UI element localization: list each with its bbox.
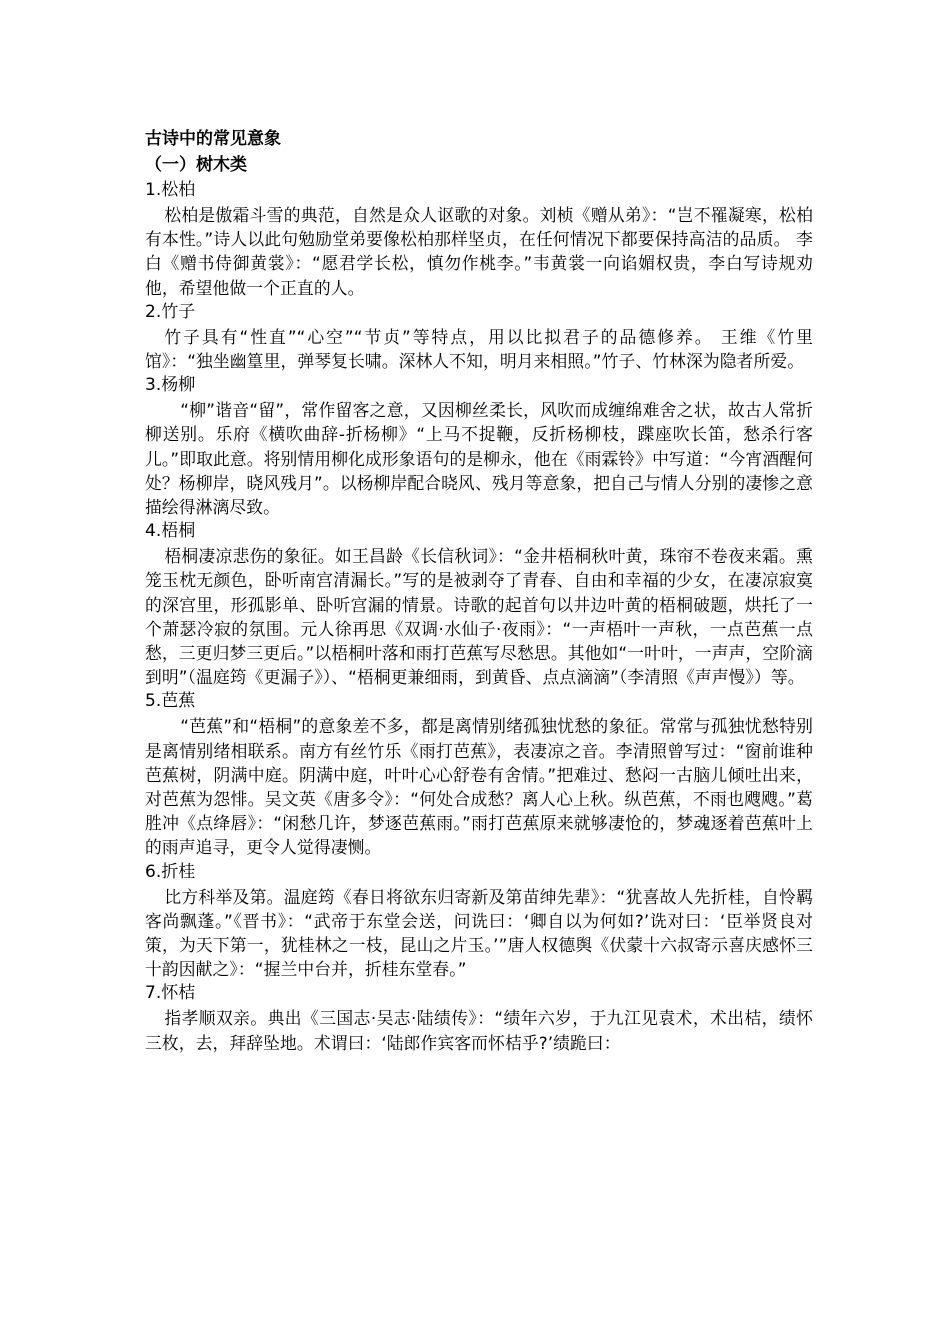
document-page [145, 126, 813, 1055]
section-heading: 2.竹子 [145, 301, 196, 322]
section-pine-cypress [145, 178, 813, 300]
document-title: 古诗中的常见意象 [145, 129, 281, 149]
section-orange [145, 981, 813, 1054]
section-paragraph: 比方科举及第。温庭筠《春日将欲东归寄新及第苗绅先辈》：“犹喜故人先折桂，自怜羁客尚飘蓬。”《晋书》：“武帝于东堂会送，问诜曰：‘卿自以为何如?’诜对曰：‘臣举贤良对策，为天下第一，犹桂林之一枝，昆山之片玉。’”唐人权德舆《伏蒙十六叔寄示喜庆感怀三十韵因献之》：“握兰中台并，折桂东堂春。” [145, 886, 813, 980]
section-plantain [145, 689, 813, 859]
section-heading: 5.芭蕉 [145, 691, 196, 712]
section-heading: 3.杨柳 [145, 375, 196, 396]
section-parasol-tree [145, 519, 813, 689]
section-paragraph: 指孝顺双亲。典出《三国志·吴志·陆绩传》：“绩年六岁，于九江见袁术，术出桔，绩怀三枚，去，拜辞坠地。术谓曰：‘陆郎作宾客而怀桔乎?’绩跪曰： [145, 1008, 813, 1053]
section-heading: 1.松柏 [145, 180, 196, 200]
section-osmanthus [145, 860, 813, 982]
section-willow [145, 373, 813, 519]
section-paragraph: 竹子具有“性直”“心空”“节贞”等特点，用以比拟君子的品德修养。 王维《竹里馆》：“独坐幽篁里，弹琴复长啸。深林人不知，明月来相照。”竹子、竹林深为隐者所爱。 [145, 326, 813, 372]
section-paragraph: 松柏是傲霜斗雪的典范，自然是众人讴歌的对象。刘桢《赠从弟》：“岂不罹凝寒，松柏有本性。”诗人以此句勉励堂弟要像松柏那样坚贞，在任何情况下都要保持高洁的品质。 李白《赠书侍御黄裳》：“愿君学长松，慎勿作桃李。”韦黄裳一向谄媚权贵，李白写诗规劝他，希望他做一个正直的人。 [145, 205, 813, 298]
section-heading: 4.梧桐 [145, 521, 196, 542]
section-paragraph: “柳”谐音“留”，常作留客之意，又因柳丝柔长，风吹而成缠绵难舍之状，故古人常折柳送别。乐府《横吹曲辞-折杨柳》“上马不捉鞭，反折杨柳枝，蹀座吹长笛，愁杀行客儿。”即取此意。将别情用柳化成形象语句的是柳永，他在《雨霖铃》中写道：“今宵酒醒何处？杨柳岸，晓风残月”。以杨柳岸配合晓风、残月等意象，把自己与情人分别的凄惨之意描绘得淋漓尽致。 [145, 400, 813, 518]
section-heading: 7.怀桔 [145, 983, 196, 1004]
section-paragraph: “芭蕉”和“梧桐”的意象差不多，都是离情别绪孤独忧愁的象征。常常与孤独忧愁特别是离情别绪相联系。南方有丝竹乐《雨打芭蕉》，表凄凉之音。李清照曾写过：“窗前谁种芭蕉树，阴满中庭。阴满中庭，叶叶心心舒卷有舍情。”把难过、愁闷一古脑儿倾吐出来，对芭蕉为怨悱。吴文英《唐多令》：“何处合成愁？离人心上秋。纵芭蕉，不雨也飕飕。”葛胜冲《点绛唇》：“闲愁几许，梦逐芭蕉雨。”雨打芭蕉原来就够凄怆的，梦魂逐着芭蕉叶上的雨声追寻，更令人觉得凄恻。 [145, 716, 813, 858]
category-heading: （一）树木类 [145, 155, 247, 175]
section-bamboo [145, 300, 813, 373]
section-paragraph: 梧桐凄凉悲伤的象征。如王昌龄《长信秋词》：“金井梧桐秋叶黄，珠帘不卷夜来霜。熏笼玉枕无颜色，卧听南宫清漏长。”写的是被剥夺了青春、自由和幸福的少女，在凄凉寂寞的深宫里，形孤影单、卧听宫漏的情景。诗歌的起首句以井边叶黄的梧桐破题，烘托了一个萧瑟冷寂的氛围。元人徐再思《双调·水仙子·夜雨》：“一声梧叶一声秋，一点芭蕉一点愁，三更归梦三更后。”以梧桐叶落和雨打芭蕉写尽愁思。其他如“一叶叶，一声声，空阶滴到明”（温庭筠《更漏子》）、“梧桐更兼细雨，到黄昏、点点滴滴”（李清照《声声慢》）等。 [145, 546, 813, 688]
section-heading: 6.折桂 [145, 861, 196, 882]
